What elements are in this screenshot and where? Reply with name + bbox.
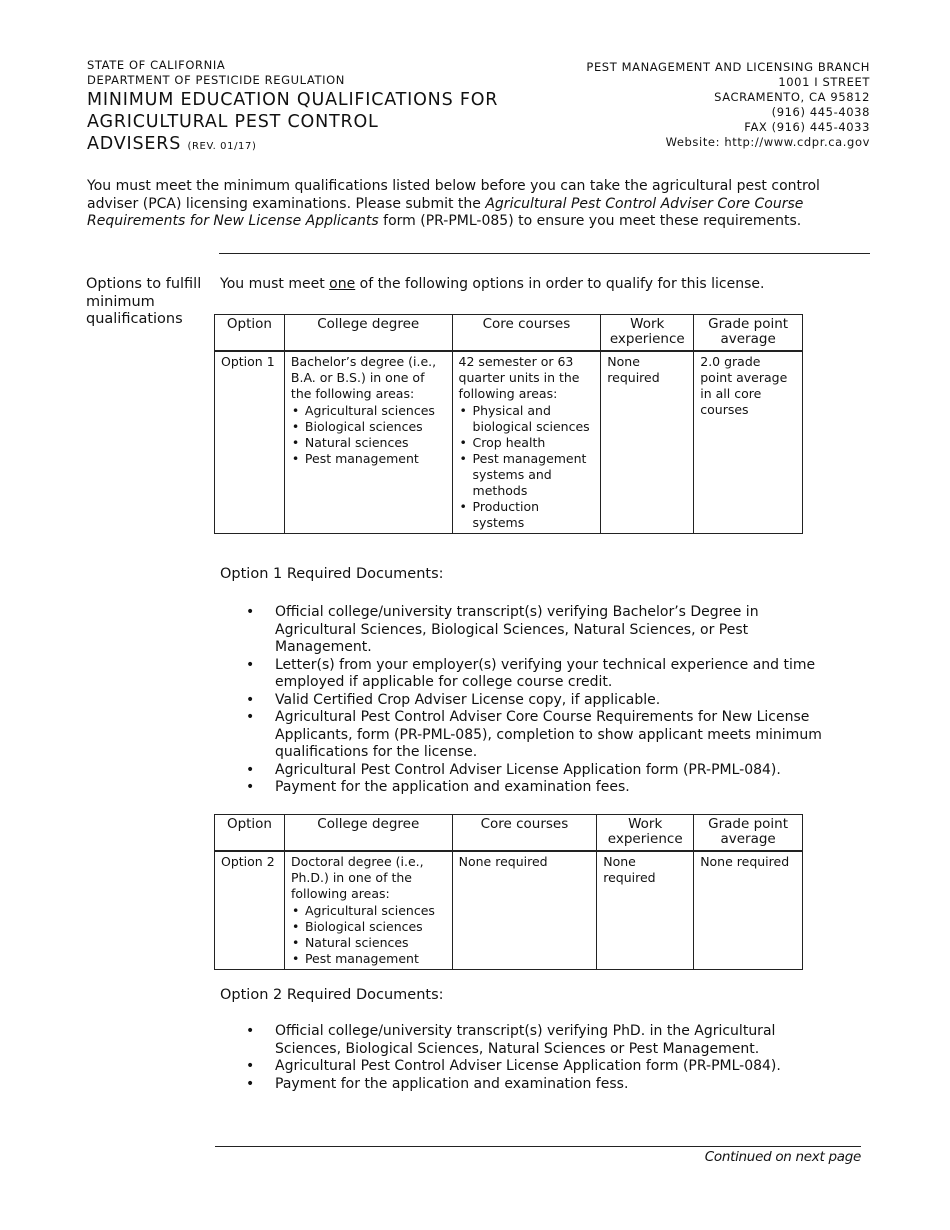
col-header-gpa: Grade point average bbox=[694, 815, 803, 852]
bullet: • bbox=[246, 1075, 255, 1092]
list-item: • Pest management bbox=[305, 451, 446, 467]
option2-label: Option 2 bbox=[215, 851, 285, 970]
list-item bbox=[246, 1076, 836, 1094]
intro-paragraph bbox=[87, 178, 857, 231]
option2-row bbox=[215, 851, 803, 970]
title-line-2: AGRICULTURAL PEST CONTROL bbox=[87, 112, 379, 132]
list-item: • Pest management systems and methods bbox=[473, 451, 595, 499]
section-lead bbox=[220, 276, 860, 293]
bullet: • bbox=[246, 1023, 255, 1039]
bullet: • bbox=[246, 1058, 255, 1074]
intro-text-2: form (PR-PML-085) to ensure you meet these requirements. bbox=[378, 213, 802, 229]
list-item: • Agricultural sciences bbox=[305, 403, 446, 419]
list-item bbox=[246, 762, 836, 780]
bullet: • bbox=[246, 709, 255, 725]
website-link[interactable]: Website: http://www.cdpr.ca.gov bbox=[665, 135, 870, 149]
list-item bbox=[246, 657, 836, 692]
lead-text-after: of the following options in order to qualify for this license. bbox=[355, 276, 765, 292]
doc-text: Official college/university transcript(s) verifying PhD. in the Agricultural Sciences, Biological Sciences, Natural Sciences or Pest Management. bbox=[275, 1023, 776, 1057]
agency-name: STATE OF CALIFORNIA bbox=[87, 58, 226, 72]
col-header-work: Work experience bbox=[597, 815, 694, 852]
list-item: • Agricultural sciences bbox=[305, 903, 446, 919]
option1-core-cell bbox=[452, 351, 601, 534]
option2-core-cell: None required bbox=[452, 851, 597, 970]
doc-text: Agricultural Pest Control Adviser License Application form (PR-PML-084). bbox=[275, 1058, 781, 1074]
option2-docs-heading: Option 2 Required Documents: bbox=[220, 987, 444, 1003]
option1-row bbox=[215, 351, 803, 534]
option1-work-cell: None required bbox=[601, 351, 694, 534]
option2-degree-list bbox=[291, 903, 446, 967]
department-name: DEPARTMENT OF PESTICIDE REGULATION bbox=[87, 73, 345, 87]
col-header-degree: College degree bbox=[284, 815, 452, 852]
lead-emphasis: one bbox=[329, 276, 356, 292]
list-item bbox=[246, 779, 836, 797]
option2-docs-list bbox=[246, 1023, 836, 1093]
intro-text-1: You must meet the minimum qualifications listed below before you can take the agricultural pest control adviser (PCA) licensing examinations. Please submit the bbox=[87, 178, 820, 212]
intro-form-title: Agricultural Pest Control Adviser Core Course Requirements for New License Applicants bbox=[87, 195, 804, 229]
option1-label: Option 1 bbox=[215, 351, 285, 534]
doc-text: Official college/university transcript(s) verifying Bachelor’s Degree in Agricultural Sciences, Biological Sciences, Natural Sciences, or Pest Management. bbox=[275, 604, 759, 655]
list-item bbox=[246, 604, 836, 657]
col-header-core: Core courses bbox=[452, 815, 597, 852]
option1-degree-cell bbox=[284, 351, 452, 534]
list-item: • Biological sciences bbox=[305, 919, 446, 935]
list-item bbox=[246, 692, 836, 710]
continued-note: Continued on next page bbox=[704, 1149, 861, 1165]
col-header-gpa: Grade point average bbox=[694, 315, 803, 352]
doc-text: Payment for the application and examination fees. bbox=[275, 779, 630, 795]
option1-docs-heading: Option 1 Required Documents: bbox=[220, 566, 444, 582]
document-title bbox=[87, 89, 517, 158]
option1-table bbox=[214, 314, 803, 534]
col-header-core: Core courses bbox=[452, 315, 601, 352]
list-item: • Pest management bbox=[305, 951, 446, 967]
list-item bbox=[246, 1058, 836, 1076]
option2-degree-intro: Doctoral degree (i.e., Ph.D.) in one of the following areas: bbox=[290, 854, 424, 901]
option2-work-cell: None required bbox=[597, 851, 694, 970]
bullet: • bbox=[246, 691, 255, 708]
list-item: • Crop health bbox=[473, 435, 595, 451]
list-item: • Biological sciences bbox=[305, 419, 446, 435]
option1-docs-list bbox=[246, 604, 836, 797]
street-address: 1001 I STREET bbox=[778, 75, 870, 89]
doc-text: Valid Certified Crop Adviser License copy, if applicable. bbox=[275, 691, 661, 708]
title-line-1: MINIMUM EDUCATION QUALIFICATIONS FOR bbox=[87, 90, 499, 110]
option1-header-row bbox=[215, 315, 803, 352]
option1-degree-list bbox=[291, 403, 446, 467]
city-address: SACRAMENTO, CA 95812 bbox=[714, 90, 870, 104]
list-item: • Production systems bbox=[473, 499, 595, 531]
title-line-3-text: ADVISERS bbox=[87, 134, 182, 154]
list-item: • Physical and biological sciences bbox=[473, 403, 595, 435]
option1-core-list bbox=[459, 403, 595, 531]
doc-text: Agricultural Pest Control Adviser Core Course Requirements for New License Applicants, form (PR-PML-085), completion to show applicant meets minimum qualifications for the license. bbox=[275, 709, 822, 760]
option1-gpa-cell: 2.0 grade point average in all core courses bbox=[694, 351, 803, 534]
bullet: • bbox=[246, 761, 255, 778]
col-header-option: Option bbox=[215, 815, 285, 852]
phone-number: (916) 445-4038 bbox=[771, 105, 870, 119]
doc-text: Payment for the application and examination fess. bbox=[275, 1075, 629, 1092]
list-item bbox=[246, 1023, 836, 1058]
bullet: • bbox=[246, 604, 255, 620]
bullet: • bbox=[246, 779, 255, 795]
doc-text: Agricultural Pest Control Adviser License Application form (PR-PML-084). bbox=[275, 761, 781, 778]
section-side-label: Options to fulfill minimum qualifications bbox=[86, 276, 202, 327]
option1-degree-intro: Bachelor’s degree (i.e., B.A. or B.S.) in one of the following areas: bbox=[290, 354, 437, 401]
col-header-work: Work experience bbox=[601, 315, 694, 352]
branch-name: PEST MANAGEMENT AND LICENSING BRANCH bbox=[586, 60, 870, 74]
option2-gpa-cell: None required bbox=[694, 851, 803, 970]
section-divider bbox=[219, 253, 870, 254]
list-item: • Natural sciences bbox=[305, 435, 446, 451]
option2-table bbox=[214, 814, 803, 970]
list-item bbox=[246, 709, 836, 762]
revision-date: (REV. 01/17) bbox=[187, 141, 257, 152]
lead-text-before: You must meet bbox=[220, 276, 330, 292]
col-header-option: Option bbox=[215, 315, 285, 352]
doc-text: Letter(s) from your employer(s) verifying your technical experience and time employed if applicable for college course credit. bbox=[275, 656, 816, 690]
option2-degree-cell bbox=[284, 851, 452, 970]
option2-header-row bbox=[215, 815, 803, 852]
header-left bbox=[87, 58, 517, 158]
header-address bbox=[586, 60, 870, 150]
option1-core-intro: 42 semester or 63 quarter units in the following areas: bbox=[458, 354, 580, 401]
col-header-degree: College degree bbox=[284, 315, 452, 352]
list-item: • Natural sciences bbox=[305, 935, 446, 951]
bullet: • bbox=[246, 656, 255, 673]
title-line-3 bbox=[87, 133, 517, 158]
footer-divider bbox=[215, 1146, 861, 1147]
fax-number: FAX (916) 445-4033 bbox=[744, 120, 870, 134]
